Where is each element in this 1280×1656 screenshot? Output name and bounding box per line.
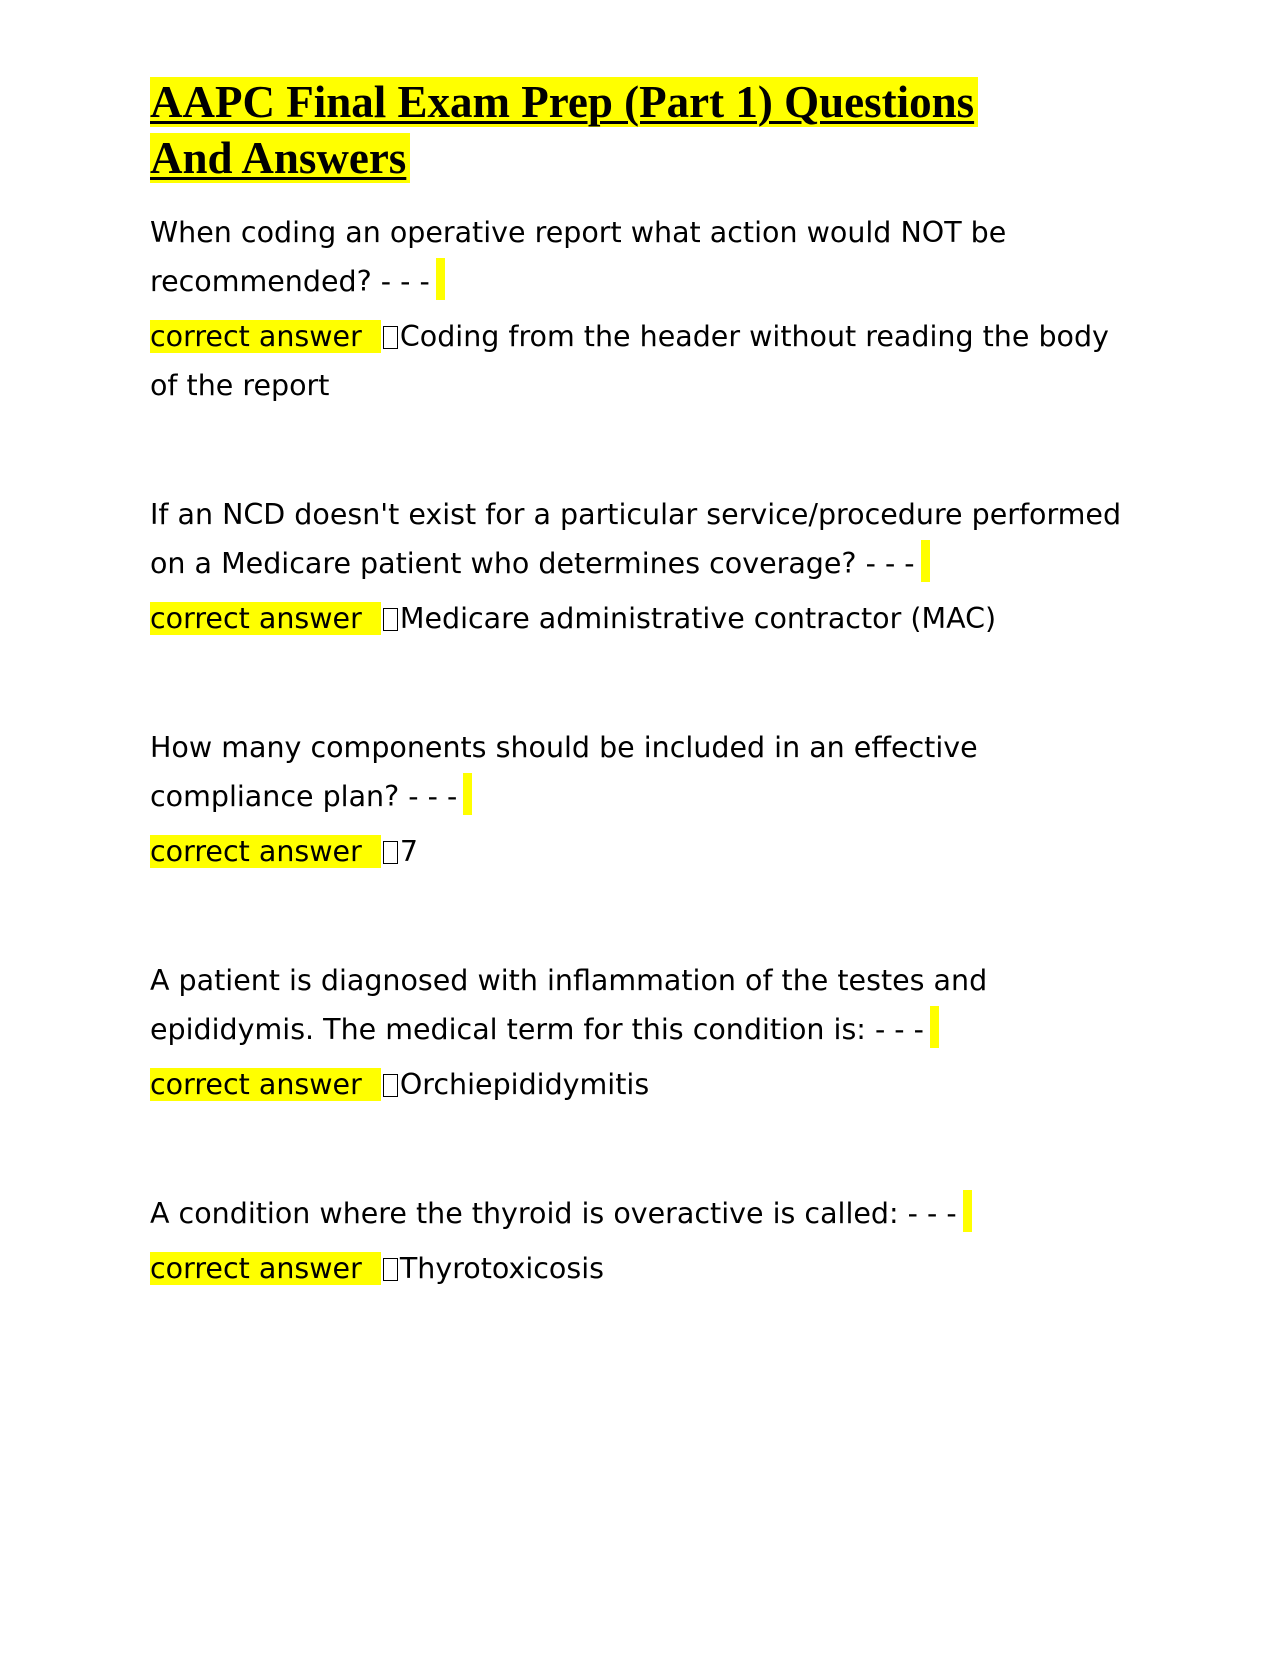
- answer-label: correct answer: [150, 602, 381, 635]
- question-text: When coding an operative report what action would NOT be recommended? - - -: [150, 216, 1007, 298]
- qa-item: [150, 208, 1140, 410]
- missing-glyph-icon: [383, 841, 398, 864]
- qa-item: [150, 1189, 1140, 1293]
- answer-line: [150, 1060, 1140, 1109]
- question-text: A condition where the thyroid is overactive is called: - - -: [150, 1189, 1140, 1238]
- missing-glyph-icon: [383, 608, 398, 631]
- qa-item: [150, 490, 1140, 643]
- answer-text: Thyrotoxicosis: [399, 1252, 604, 1285]
- question-text: If an NCD doesn't exist for a particular service/procedure performed on a Medicare patient who determines coverage? - - -: [150, 498, 1122, 580]
- answer-text: 7: [399, 835, 418, 868]
- document-page: [150, 74, 1140, 1293]
- answer-text: Coding from the header without reading the body of the report: [150, 320, 1109, 402]
- missing-glyph-icon: [383, 326, 398, 349]
- missing-glyph-icon: [383, 1074, 398, 1097]
- answer-line: [150, 312, 1140, 410]
- qa-item: [150, 723, 1140, 876]
- answer-text: Medicare administrative contractor (MAC): [399, 602, 997, 635]
- highlight-marker: [963, 1190, 972, 1232]
- qa-item: [150, 956, 1140, 1109]
- question-text: How many components should be included in an effective compliance plan? - - -: [150, 731, 978, 813]
- answer-label: correct answer: [150, 1252, 381, 1285]
- answer-line: [150, 827, 1140, 876]
- answer-label: correct answer: [150, 1068, 381, 1101]
- question-text: A patient is diagnosed with inflammation of the testes and epididymis. The medical term for this condition is: - - -: [150, 964, 988, 1046]
- title-line-1: AAPC Final Exam Prep (Part 1) Questions: [150, 77, 978, 127]
- missing-glyph-icon: [383, 1258, 398, 1281]
- highlight-marker: [436, 258, 445, 300]
- answer-label: correct answer: [150, 320, 381, 353]
- answer-label: correct answer: [150, 835, 381, 868]
- answer-line: [150, 1244, 1140, 1293]
- highlight-marker: [463, 773, 472, 815]
- highlight-marker: [930, 1006, 939, 1048]
- answer-text: Orchiepididymitis: [399, 1068, 650, 1101]
- answer-line: [150, 594, 1140, 643]
- title-line-2: And Answers: [150, 133, 410, 183]
- highlight-marker: [921, 540, 930, 582]
- document-title: [150, 74, 1140, 186]
